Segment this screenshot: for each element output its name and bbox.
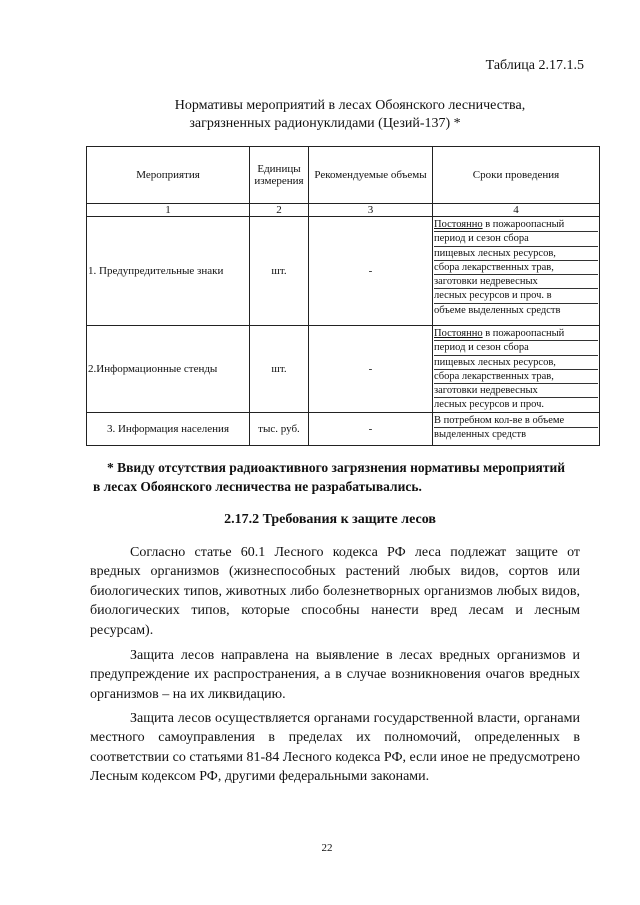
row-volume: - (309, 217, 433, 326)
column-number-4: 4 (433, 204, 600, 217)
section-title: 2.17.2 Требования к защите лесов (224, 512, 436, 527)
row-term (433, 326, 600, 413)
column-number-3: 3 (309, 204, 433, 217)
term-line: Постоянно в пожароопасный (434, 218, 598, 232)
term-line: период и сезон сбора (434, 232, 598, 246)
row-activity: 2.Информационные стенды (87, 326, 250, 413)
term-line: лесных ресурсов и проч. (434, 399, 545, 411)
row-unit: шт. (250, 217, 309, 326)
row-term (433, 413, 600, 446)
term-line: период и сезон сбора (434, 341, 598, 355)
table-caption-line-2: загрязненных радионуклидами (Цезий-137) * (189, 116, 461, 131)
table-number-label: Таблица 2.17.1.5 (485, 58, 584, 73)
table-number-row (87, 204, 600, 217)
term-line: В потребном кол-ве в объеме (434, 414, 598, 428)
row-activity: 3. Информация населения (87, 413, 250, 446)
column-number-2: 2 (250, 204, 309, 217)
column-number-1: 1 (87, 204, 250, 217)
table-caption (0, 97, 640, 133)
table-footnote: * Ввиду отсутствия радиоактивного загрязнения нормативы мероприятий в лесах Обоянского лесничества не разрабатывались. (93, 460, 566, 494)
term-underlined-word: Постоянно (434, 328, 483, 339)
row-unit: тыс. руб. (250, 413, 309, 446)
row-volume: - (309, 413, 433, 446)
term-line: лесных ресурсов и проч. в (434, 289, 598, 303)
table-row (87, 217, 600, 326)
term-line: сбора лекарственных трав, (434, 261, 598, 275)
row-activity: 1. Предупредительные знаки (87, 217, 250, 326)
norms-table (86, 146, 600, 446)
header-units: Единицы измерения (250, 147, 309, 204)
page-number: 22 (321, 842, 333, 854)
row-volume: - (309, 326, 433, 413)
term-line: заготовки недревесных (434, 275, 598, 289)
row-term (433, 217, 600, 326)
row-unit: шт. (250, 326, 309, 413)
term-line: сбора лекарственных трав, (434, 370, 598, 384)
term-underlined-word: Постоянно (434, 219, 483, 230)
body-paragraph: Согласно статье 60.1 Лесного кодекса РФ леса подлежат защите от вредных организмов (жизнеспособных растений любых видов, сортов или биологических типов, животных либо болезнетворных организмов любых видов, биологических типов, которые способны нанести вред лесам и лесным ресурсам). (90, 545, 580, 638)
table-row (87, 413, 600, 446)
term-line: пищевых лесных ресурсов, (434, 356, 598, 370)
table-header-row (87, 147, 600, 204)
header-activity: Мероприятия (87, 147, 250, 204)
term-line: Постоянно в пожароопасный (434, 327, 598, 341)
header-volumes: Рекомендуемые объемы (309, 147, 433, 204)
header-terms: Сроки проведения (433, 147, 600, 204)
term-line: выделенных средств (434, 429, 527, 441)
term-line: пищевых лесных ресурсов, (434, 247, 598, 261)
table-row (87, 326, 600, 413)
body-paragraph: Защита лесов осуществляется органами государственной власти, органами местного самоуправления в пределах их полномочий, определенных в соответствии со статьями 81-84 Лесного кодекса РФ, если иное не предусмотрено Лесным кодексом РФ, другими федеральными законами. (90, 711, 580, 785)
body-paragraph: Защита лесов направлена на выявление в лесах вредных организмов и предупреждение их распространения, а в случае возникновения очагов вредных организмов – на их ликвидацию. (90, 648, 580, 702)
table-caption-line-1: Нормативы мероприятий в лесах Обоянского лесничества, (174, 98, 526, 113)
term-line: объеме выделенных средств (434, 304, 561, 316)
term-line: заготовки недревесных (434, 384, 598, 398)
